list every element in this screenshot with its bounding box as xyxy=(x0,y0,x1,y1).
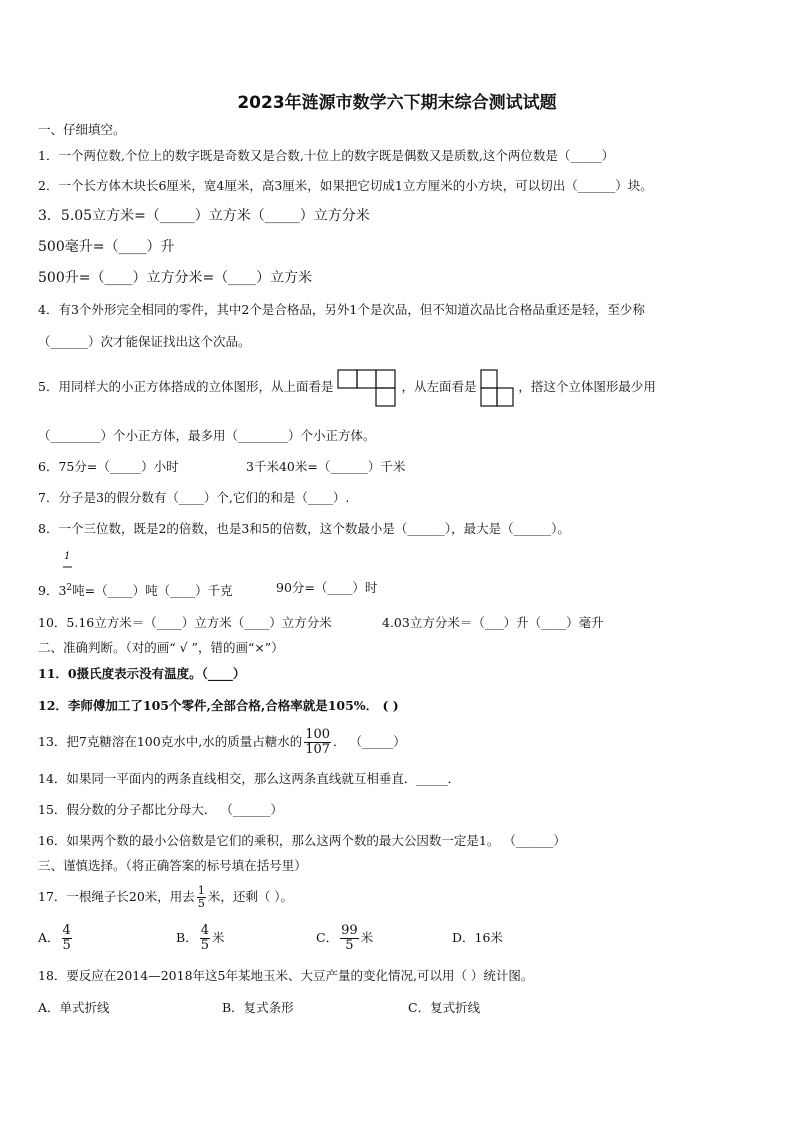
q13-denominator: 107 xyxy=(305,742,331,757)
q17-option-a[interactable] xyxy=(38,918,74,958)
question-4-line-2: （______）次才能保证找出这个次品。 xyxy=(38,334,251,349)
q17-option-c-label: C． xyxy=(316,930,339,945)
question-2: 2．一个长方体木块长6厘米，宽4厘米，高3厘米，如果把它切成1立方厘米的小方块，可以切出（______）块。 xyxy=(38,178,653,193)
q13-lead: 13．把7克糖溶在100克水中,水的质量占糖水的 xyxy=(38,734,303,749)
q17-option-c-den: 5 xyxy=(345,938,354,953)
page-title: 2023年涟源市数学六下期末综合测试试题 xyxy=(237,93,557,113)
question-5-text-c: ，搭这个立体图形最少用 xyxy=(518,379,656,394)
q17-option-a-label: A． xyxy=(38,930,60,945)
q17-option-c-num: 99 xyxy=(341,923,358,938)
question-1: 1．一个两位数,个位上的数字既是奇数又是合数,十位上的数字既是偶数又是质数,这个两位数是（_____） xyxy=(38,148,615,163)
q17-option-b-label: B． xyxy=(176,930,198,945)
q17-option-b-unit: 米 xyxy=(211,930,225,945)
q17-lead: 17．一根绳子长20米，用去 xyxy=(38,889,195,904)
q17-option-b[interactable] xyxy=(176,918,224,958)
q17-option-a-den: 5 xyxy=(62,938,71,953)
question-3-line-3: 500升=（____）立方分米=（____）立方米 xyxy=(38,270,313,286)
q9-lead: 9．3 xyxy=(38,583,67,598)
q17-option-c-fraction xyxy=(340,924,359,953)
question-12: 12．李师傅加工了105个零件,全部合格,合格率就是105%． ( ) xyxy=(38,698,399,713)
question-13 xyxy=(38,722,406,762)
q18-option-a[interactable]: A．单式折线 xyxy=(38,1000,110,1015)
question-5-text-b: ，从左面看是 xyxy=(401,379,477,394)
question-6-part-a: 6．75分=（_____）小时 xyxy=(38,459,179,474)
question-5-line-1 xyxy=(38,368,656,407)
q18-option-b[interactable]: B．复式条形 xyxy=(222,1000,294,1015)
question-16: 16．如果两个数的最小公倍数是它们的乘积，那么这两个数的最大公因数一定是1。 （______） xyxy=(38,833,566,848)
question-9-part-b: 90分=（____）时 xyxy=(276,580,378,595)
question-5-text-a: 5．用同样大的小正方体搭成的立体图形，从上面看是 xyxy=(38,379,334,394)
q17-option-a-num: 4 xyxy=(62,923,71,938)
q9-frac-denominator: 2 xyxy=(66,583,73,593)
q17-denominator: 5 xyxy=(197,897,205,910)
question-15: 15．假分数的分子都比分母大． （______） xyxy=(38,802,283,817)
q17-option-d[interactable]: D．16米 xyxy=(452,930,503,945)
left-view-figure xyxy=(480,369,514,407)
q17-option-c[interactable] xyxy=(316,918,373,958)
section-heading-fill: 一、仔细填空。 xyxy=(38,122,126,137)
q17-option-a-fraction xyxy=(62,924,72,953)
q13-tail: ． （_____） xyxy=(333,734,406,749)
question-3-line-2: 500毫升=（____）升 xyxy=(38,239,175,255)
section-heading-choice: 三、谨慎选择。（将正确答案的标号填在括号里） xyxy=(38,858,307,873)
question-10-part-a: 10．5.16立方米＝（____）立方米（____）立方分米 xyxy=(38,615,332,630)
q9-frac-bar xyxy=(63,566,72,568)
question-3-line-1: 3．5.05立方米=（_____）立方米（_____）立方分米 xyxy=(38,208,370,224)
section-heading-judge: 二、准确判断。（对的画“ √ ”，错的画“×”） xyxy=(38,640,284,655)
q17-option-b-den: 5 xyxy=(200,938,209,953)
q13-numerator: 100 xyxy=(305,727,331,742)
q9-frac-numerator: 1 xyxy=(64,551,71,562)
q17-option-c-unit: 米 xyxy=(360,930,374,945)
question-8: 8．一个三位数，既是2的倍数，也是3和5的倍数，这个数最小是（______），最大是（______）。 xyxy=(38,521,570,536)
question-14: 14．如果同一平面内的两条直线相交，那么这两条直线就互相垂直．_____． xyxy=(38,771,461,786)
question-7: 7．分子是3的假分数有（____）个,它们的和是（____）. xyxy=(38,490,350,505)
question-17 xyxy=(38,878,293,916)
top-view-figure xyxy=(337,369,397,407)
q17-option-b-num: 4 xyxy=(200,923,209,938)
question-5-line-2: （________）个小正方体，最多用（________）个小正方体。 xyxy=(38,428,376,443)
q17-tail: 米，还剩（ ）。 xyxy=(207,889,294,904)
question-4-line-1: 4．有3个外形完全相同的零件，其中2个是合格品，另外1个是次品，但不知道次品比合格品重还是轻，至少称 xyxy=(38,302,645,317)
question-18: 18．要反应在2014—2018年这5年某地玉米、大豆产量的变化情况,可以用（ ）统计图。 xyxy=(38,968,534,983)
question-10-part-b: 4.03立方分米＝（___）升（____）毫升 xyxy=(382,615,604,630)
q17-fraction xyxy=(197,885,206,910)
question-9 xyxy=(38,580,233,599)
q18-option-c[interactable]: C．复式折线 xyxy=(408,1000,481,1015)
q17-option-b-fraction xyxy=(200,924,210,953)
q17-numerator: 1 xyxy=(197,884,205,897)
q13-fraction xyxy=(304,728,331,757)
q9-rest-a: 吨=（____）吨（____）千克 xyxy=(72,583,233,598)
question-6-part-b: 3千米40米=（______）千米 xyxy=(246,459,406,474)
question-11: 11．0摄氏度表示没有温度。（____） xyxy=(38,666,246,681)
